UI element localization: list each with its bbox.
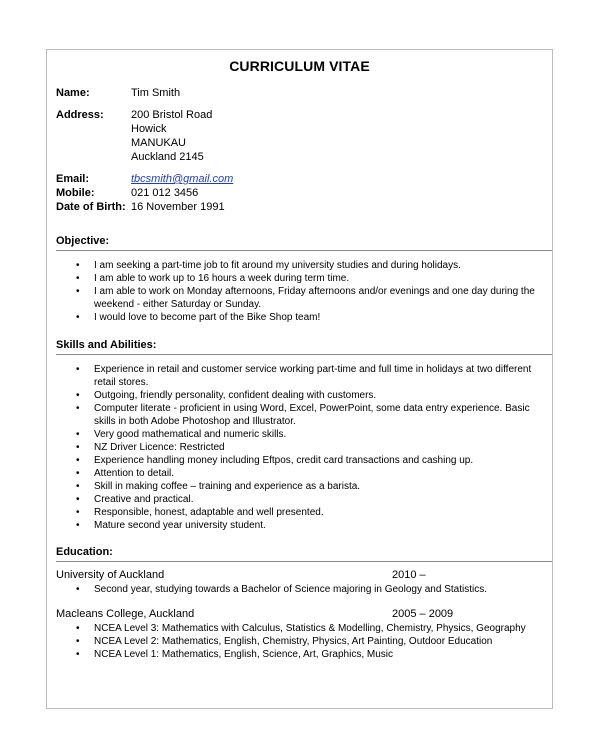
education-years: 2005 – 2009 [392,608,454,620]
email-value [131,173,233,185]
education-years: 2010 – [392,569,426,581]
address-line: Auckland 2145 [131,151,204,163]
list-item: • Computer literate - proficient in using Word, Excel, PowerPoint, some data entry experience. Basic skills in both Adobe Photoshop and Illustrator. [74,402,549,428]
email-label: Email: [56,173,90,185]
list-item: • NCEA Level 2: Mathematics, English, Chemistry, Physics, Art Painting, Outdoor Education [74,635,549,648]
list-item: • I would love to become part of the Bike Shop team! [74,311,549,324]
section-divider [56,561,552,562]
education-institution: Macleans College, Auckland [56,608,195,620]
list-item: • Mature second year university student. [74,519,549,532]
mobile-value: 021 012 3456 [131,187,199,199]
skills-heading: Skills and Abilities: [56,339,157,351]
education-heading: Education: [56,546,113,558]
section-divider [56,250,552,251]
list-item: • I am seeking a part-time job to fit around my university studies and during holidays. [74,259,549,272]
education-institution: University of Auckland [56,569,165,581]
document-title: CURRICULUM VITAE [229,58,370,74]
list-item: • I am able to work up to 16 hours a week during term time. [74,272,549,285]
education-details [74,583,549,596]
objective-list [74,259,549,324]
skills-list [74,363,549,532]
list-item: • Experience handling money including Eftpos, credit card transactions and cashing up. [74,454,549,467]
list-item: • NCEA Level 3: Mathematics with Calculus, Statistics & Modelling, Chemistry, Physics, Geography [74,622,549,635]
address-line: 200 Bristol Road [131,109,213,121]
dob-label: Date of Birth: [56,201,126,213]
address-line: Howick [131,123,167,135]
list-item: • Second year, studying towards a Bachelor of Science majoring in Geology and Statistics. [74,583,549,596]
education-details [74,622,549,661]
list-item: • Experience in retail and customer service working part-time and full time in holidays at two different retail stores. [74,363,549,389]
list-item: • Outgoing, friendly personality, confident dealing with customers. [74,389,549,402]
name-label: Name: [56,87,90,99]
list-item: • Attention to detail. [74,467,549,480]
dob-value: 16 November 1991 [131,201,225,213]
list-item: • Responsible, honest, adaptable and well presented. [74,506,549,519]
list-item: • Skill in making coffee – training and experience as a barista. [74,480,549,493]
list-item: • Creative and practical. [74,493,549,506]
list-item: • I am able to work on Monday afternoons, Friday afternoons and/or evenings and one day during the weekend - either Saturday or Sunday. [74,285,549,311]
email-link[interactable]: tbcsmith@gmail.com [131,173,234,185]
address-line: MANUKAU [131,137,187,149]
list-item: • Very good mathematical and numeric skills. [74,428,549,441]
list-item: • NCEA Level 1: Mathematics, English, Science, Art, Graphics, Music [74,648,549,661]
section-divider [56,354,552,355]
address-label: Address: [56,109,104,121]
objective-heading: Objective: [56,235,110,247]
mobile-label: Mobile: [56,187,95,199]
list-item: • NZ Driver Licence: Restricted [74,441,549,454]
name-value: Tim Smith [131,87,181,99]
